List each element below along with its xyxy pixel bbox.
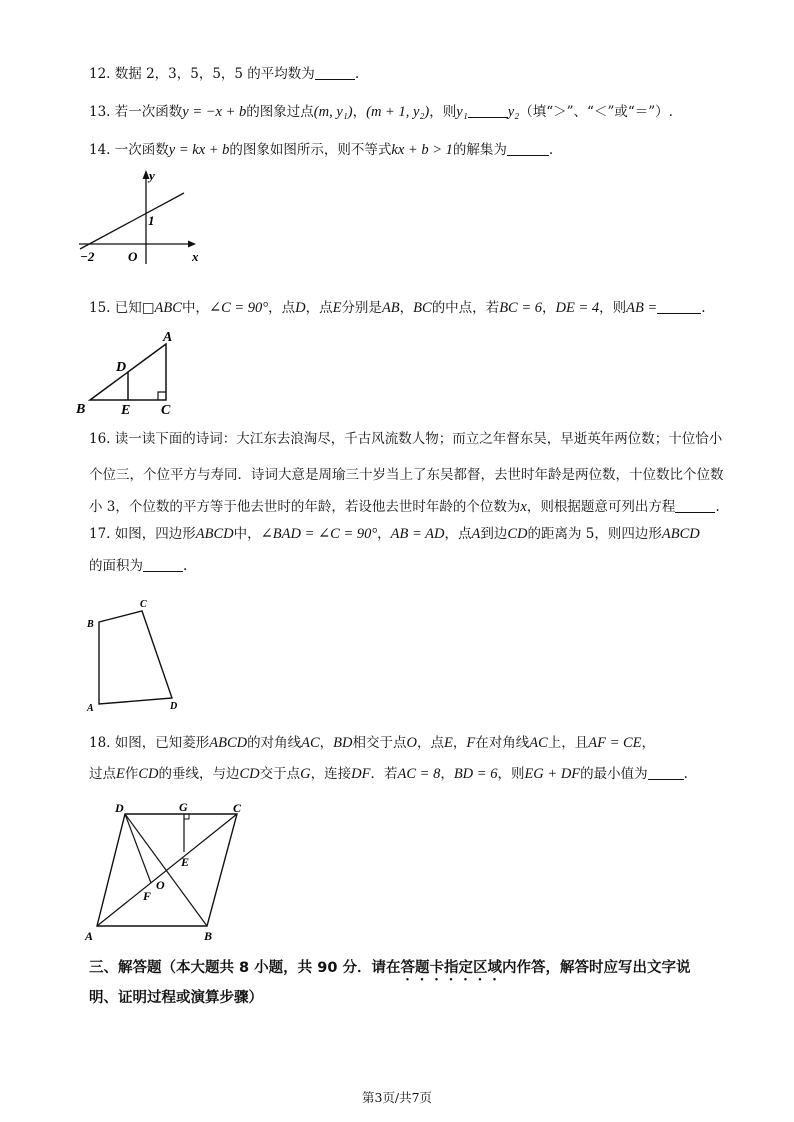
label-e: E: [181, 855, 190, 869]
q13-text: ，: [352, 104, 367, 120]
q18-ac: AC: [529, 735, 548, 751]
q16-number: 16.: [89, 431, 111, 447]
q17-text: 中，: [233, 526, 261, 542]
segment-df: [125, 814, 151, 883]
q15-angle: ∠C = 90°: [208, 300, 269, 316]
q14-number: 14.: [89, 142, 111, 158]
label-c: C: [233, 801, 242, 815]
q12-answer-blank: [315, 65, 355, 80]
label-a: A: [85, 929, 94, 943]
q14-function: y = kx + b: [168, 142, 230, 158]
label-d: D: [170, 701, 178, 712]
q18-text: ．若: [370, 766, 398, 782]
q18-rhombus-figure: [80, 800, 250, 944]
q18-text: ，: [319, 735, 334, 751]
q18-text: 的最小值为: [580, 766, 648, 782]
q18-expression: EG + DF: [524, 766, 581, 782]
q13-answer-blank: [468, 103, 508, 118]
q18-text: ，点: [417, 735, 444, 751]
q13-text: 的图象过点: [246, 104, 314, 120]
section-3-emphasis: 答题卡指定区域: [400, 960, 502, 976]
x-axis-arrow: [188, 241, 196, 248]
q16-variable: x: [520, 499, 527, 515]
q12-number: 12.: [89, 66, 111, 82]
q17-quadrilateral-figure: [84, 594, 194, 716]
q14-answer-blank: [507, 141, 549, 156]
q18-text: 的对角线: [247, 735, 302, 751]
q18-text: 交于点: [259, 766, 301, 782]
q18-df: DF: [351, 766, 371, 782]
question-12: [89, 64, 359, 84]
q16-end: .: [715, 499, 720, 515]
q18-text: ，: [452, 735, 467, 751]
q13-text: （填“＞”、“＜”或“＝”）.: [519, 104, 673, 120]
q13-number: 13.: [89, 104, 111, 120]
q15-text: ，则: [599, 300, 627, 316]
label-b: B: [87, 619, 94, 630]
q16-text: 小 3，个位数的平方等于他去世时的年龄，若设他去世时年龄的个位数为: [89, 499, 521, 515]
q18-point-o: O: [406, 735, 417, 751]
q14-text: 一次函数: [114, 142, 169, 158]
q12-end: .: [354, 66, 360, 82]
q17-text: ，点: [444, 526, 472, 542]
q15-text: ，点: [305, 300, 333, 316]
q18-bd-value: BD = 6: [453, 766, 498, 782]
diagonal-bd: [125, 814, 207, 926]
question-18-line-2: [89, 764, 688, 784]
q15-text: ，点: [268, 300, 296, 316]
q16-answer-blank: [675, 498, 715, 513]
quadrilateral-abcd: [99, 611, 172, 704]
q18-text: 在对角线: [475, 735, 530, 751]
q18-ac-value: AC = 8: [397, 766, 441, 782]
section-3-heading-line-1: [89, 955, 690, 984]
q15-text: 的中点，若: [431, 300, 500, 316]
q15-text: 中，: [181, 300, 209, 316]
q15-ab-query: AB =: [626, 300, 658, 316]
section-3-title: 内作答，解答时应写出文字说: [501, 960, 691, 976]
q17-end: .: [183, 558, 188, 574]
q17-text: 到边: [480, 526, 508, 542]
q13-text: 若一次函数: [114, 104, 183, 120]
q16-text: ，则根据题意可列出方程: [526, 499, 676, 515]
q14-text: 的解集为: [452, 142, 507, 158]
question-15: [89, 298, 706, 318]
q15-de-value: DE = 4: [555, 300, 600, 316]
q18-point-e: E: [444, 735, 453, 751]
q15-point-d: D: [295, 300, 306, 316]
q17-equality: AB = AD: [390, 526, 445, 542]
triangle-symbol: □: [141, 300, 155, 316]
q18-text: ，连接: [310, 766, 352, 782]
q13-y2: y₂: [507, 104, 520, 120]
question-16-line-1: [89, 429, 722, 449]
q15-point-e: E: [332, 300, 342, 316]
q17-quad: ABCD: [195, 526, 234, 542]
q14-graph: [74, 164, 214, 268]
q18-text: 上，且: [547, 735, 589, 751]
q15-number: 15.: [89, 300, 111, 316]
q18-text: ，: [440, 766, 454, 782]
q18-text: 过点: [89, 766, 116, 782]
q15-text: ，: [399, 300, 414, 316]
q18-cd: CD: [138, 766, 159, 782]
x-intercept-label: −2: [80, 249, 95, 264]
question-16-line-3: [89, 497, 720, 517]
q17-cd: CD: [507, 526, 528, 542]
q13-text: ，则: [429, 104, 457, 120]
label-b: B: [76, 402, 86, 417]
question-14: [89, 140, 553, 160]
right-angle-mark: [158, 392, 166, 400]
label-e: E: [121, 403, 131, 418]
q15-end: .: [701, 300, 706, 316]
q17-text: ，: [377, 526, 391, 542]
question-17-line-1: [89, 524, 700, 544]
q15-answer-blank: [657, 299, 701, 314]
q18-ac: AC: [301, 735, 320, 751]
q18-cd: CD: [239, 766, 260, 782]
q13-point-1: (m, y₁): [313, 104, 353, 120]
q18-text: 相交于点: [352, 735, 407, 751]
q18-number: 18.: [89, 735, 111, 751]
function-line: [80, 193, 184, 249]
q13-function: y = −x + b: [182, 104, 247, 120]
q13-y1: y₁: [456, 104, 468, 120]
q18-answer-blank: [648, 765, 684, 780]
section-3-title: 三、解答题（本大题共 8 小题，共 90 分．请在: [89, 960, 401, 976]
question-17-line-2: [89, 556, 187, 576]
section-3-title: 明、证明过程或演算步骤）: [89, 990, 263, 1006]
q17-quad: ABCD: [661, 526, 700, 542]
q18-rhombus: ABCD: [209, 735, 248, 751]
y-axis-label: y: [149, 168, 155, 183]
label-a: A: [163, 330, 173, 345]
q17-text: 的面积为: [89, 558, 143, 574]
y-intercept-label: 1: [148, 213, 155, 228]
q13-point-2: (m + 1, y₂): [366, 104, 430, 120]
q15-text: ，: [542, 300, 556, 316]
q15-ab: AB: [381, 300, 400, 316]
q17-number: 17.: [89, 526, 111, 542]
section-3-heading-line-2: [89, 985, 263, 1012]
q14-end: .: [548, 142, 554, 158]
question-13: [89, 102, 673, 122]
x-axis-label: x: [192, 249, 199, 264]
q18-point-g: G: [300, 766, 311, 782]
q17-angles: ∠BAD = ∠C = 90°: [260, 526, 378, 542]
q18-text: ，: [641, 735, 656, 751]
origin-label: O: [128, 249, 138, 264]
diagonal-ac: [97, 814, 237, 926]
q15-triangle: ABC: [154, 300, 182, 316]
q15-triangle-figure: [74, 326, 184, 418]
q18-equality: AF = CE: [588, 735, 642, 751]
label-a: A: [87, 703, 94, 714]
q18-bd: BD: [333, 735, 353, 751]
q18-text: ，则: [497, 766, 525, 782]
q18-end: .: [683, 766, 688, 782]
right-angle-mark: [184, 814, 189, 819]
page-footer: 第3页/共7页: [361, 1090, 433, 1105]
q18-point-f: F: [466, 735, 476, 751]
label-d: D: [115, 801, 124, 815]
q15-bc-value: BC = 6: [499, 300, 543, 316]
q15-text: 已知: [114, 300, 142, 316]
q14-inequality: kx + b > 1: [391, 142, 453, 158]
q16-text: 个位三，个位平方与寿同．诗词大意是周瑜三十岁当上了东吴都督，去世时年龄是两位数，十位数比个位数: [89, 467, 724, 483]
q17-point-a: A: [471, 526, 481, 542]
q15-bc: BC: [413, 300, 432, 316]
question-16-line-2: [89, 465, 724, 485]
q18-point-e: E: [116, 766, 125, 782]
q17-text: 如图，四边形: [114, 526, 196, 542]
label-f: F: [143, 889, 152, 903]
q18-text: 作: [124, 766, 139, 782]
question-18-line-1: [89, 733, 655, 753]
label-g: G: [179, 800, 188, 814]
q12-text: 数据 2，3，5，5，5 的平均数为: [114, 66, 315, 82]
q14-text: 的图象如图所示，则不等式: [229, 142, 392, 158]
q16-text: 读一读下面的诗词：大江东去浪淘尽，千古风流数人物；而立之年督东吴，早逝英年两位数；十位恰小: [114, 431, 723, 447]
q17-text: 的距离为 5，则四边形: [527, 526, 662, 542]
label-b: B: [204, 929, 213, 943]
q15-text: 分别是: [341, 300, 382, 316]
label-o: O: [156, 878, 165, 892]
q18-text: 如图，已知菱形: [114, 735, 210, 751]
q18-text: 的垂线，与边: [158, 766, 240, 782]
label-c: C: [161, 403, 171, 418]
label-c: C: [140, 599, 147, 610]
q17-answer-blank: [143, 557, 183, 572]
label-d: D: [116, 360, 127, 375]
